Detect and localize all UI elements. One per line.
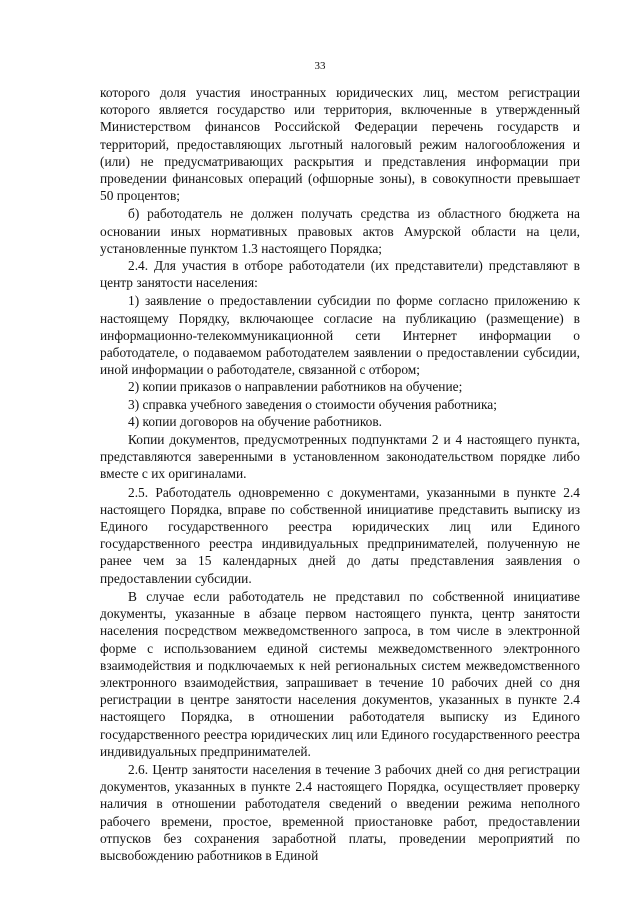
paragraph-2-4-item-4: 4) копии договоров на обучение работников. — [128, 413, 383, 429]
paragraph-2-5-case: В случае если работодатель не представил по собственной инициативе документы, указанные в абзаце первом настоящего пункта, центр занятости населения посредством межведомственного запроса, в том числе в электронной форме с использованием единой системы межведомственного электронного взаимодействия и подключаемых к ней региональных систем межведомственного электронного взаимодействия, запрашивает в течение 10 рабочих дней со дня регистрации в центре занятости населения документов, указанных в пункте 2.4 настоящего Порядка, в отношении работодателя выписку из Единого государственного реестра юридических лиц или Единого государственного реестра индивидуальных предпринимателей. — [100, 588, 580, 759]
paragraph-2-4: 2.4. Для участия в отборе работодатели (их представители) представляют в центр занятости населения: — [100, 258, 580, 291]
paragraph-continuation: которого доля участия иностранных юридических лиц, местом регистрации которого является государство или территория, включенные в утвержденный Министерством финансов Российской Федерации перечень государств и территорий, предоставляющих льготный налоговый режим налогообложения и (или) не предусматривающих раскрытия и представления информации при проведении финансовых операций (офшорные зоны), в совокупности превышает 50 процентов; — [100, 85, 580, 204]
paragraph-copies: Копии документов, предусмотренных подпунктами 2 и 4 настоящего пункта, представляются заверенными в установленном законодательством порядке либо вместе с их оригиналами. — [100, 432, 580, 482]
paragraph-2-4-item-2: 2) копии приказов о направлении работников на обучение; — [128, 379, 463, 395]
paragraph-2-4-item-1: 1) заявление о предоставлении субсидии по форме согласно приложению к настоящему Порядку, включающее согласие на публикацию (размещение) в информационно-телекоммуникационной сети Интернет информации о работодателе, о подаваемом работодателем заявлении о предоставлении субсидии, иной информации о работодателе, связанной с отбором; — [100, 293, 580, 378]
paragraph-2-4-item-3: 3) справка учебного заведения о стоимости обучения работника; — [128, 396, 497, 412]
document-body — [100, 84, 580, 864]
page-number: 33 — [314, 60, 326, 72]
paragraph-2-5: 2.5. Работодатель одновременно с документами, указанными в пункте 2.4 настоящего Порядка, вправе по собственной инициативе представить выписку из Единого государственного реестра юридических лиц или Единого государственного реестра индивидуальных предпринимателей, полученную не ранее чем за 15 календарных дней до даты представления заявления о предоставлении субсидии. — [100, 484, 580, 586]
paragraph-item-b: б) работодатель не должен получать средства из областного бюджета на основании иных нормативных правовых актов Амурской области на цели, установленные пунктом 1.3 настоящего Порядка; — [100, 206, 580, 256]
paragraph-2-6: 2.6. Центр занятости населения в течение 3 рабочих дней со дня регистрации документов, указанных в пункте 2.4 настоящего Порядка, осуществляет проверку наличия в отношении работодателя сведений о введении режима неполного рабочего времени, простое, временной приостановке работ, предоставлении отпусков без сохранения заработной платы, проведении мероприятий по высвобождению работников в Единой — [100, 761, 580, 863]
